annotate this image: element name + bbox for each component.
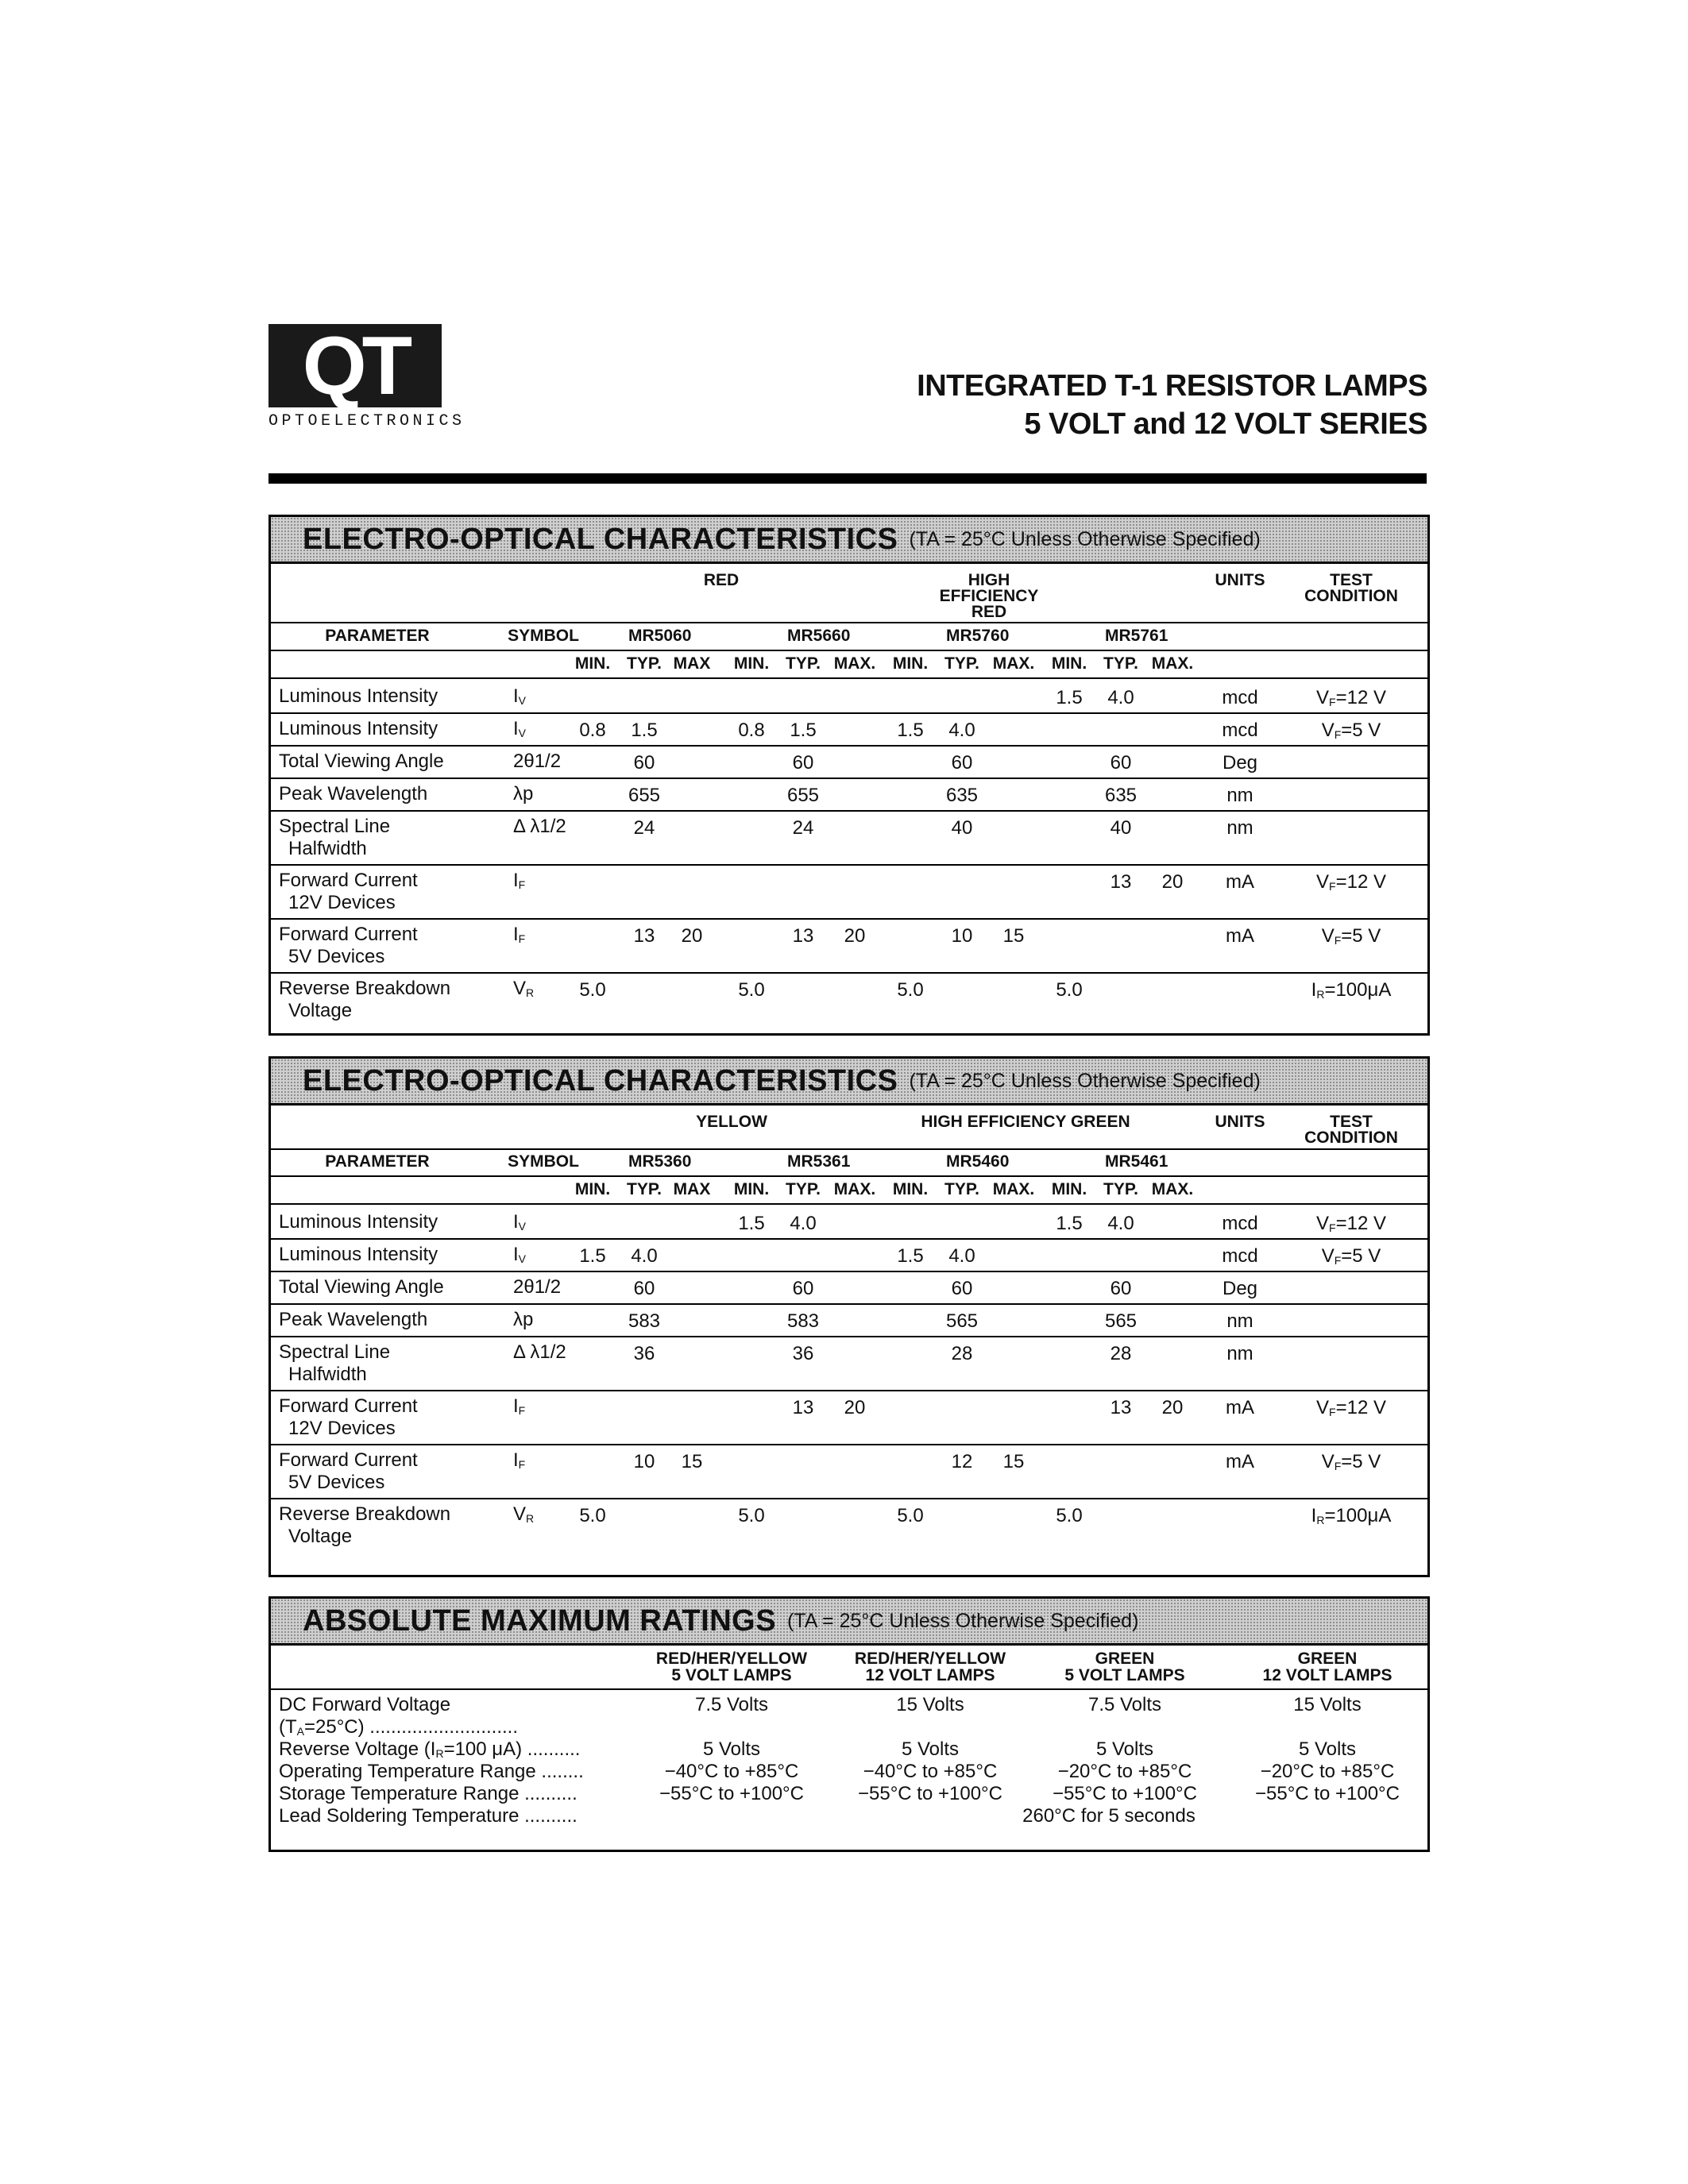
unit-cell: mA: [1226, 925, 1254, 947]
symbol: Δ λ1/2: [513, 816, 566, 837]
part-mr5660: MR5660: [787, 627, 851, 645]
col-max: MAX: [673, 654, 711, 673]
value-cell: 583: [786, 1310, 820, 1332]
unit-cell: mcd: [1222, 720, 1258, 741]
part-mr5761: MR5761: [1105, 627, 1168, 645]
symbol: $I_V$: [513, 1244, 527, 1265]
unit-cell: mA: [1226, 871, 1254, 893]
value-cell: 1.5: [579, 1245, 606, 1267]
table-row: [271, 712, 1427, 745]
value-cell: 13: [633, 925, 655, 947]
unit-cell: mcd: [1222, 1245, 1258, 1267]
section-condition: (TA = 25°C Unless Otherwise Specified): [909, 1069, 1261, 1092]
col-max: MAX: [673, 1180, 711, 1198]
col-condition: CONDITION: [1304, 587, 1398, 605]
col-typ: TYP.: [944, 1180, 979, 1198]
absolute-maximum-ratings: [268, 1596, 1430, 1852]
param-label: Luminous Intensity: [279, 1211, 438, 1233]
group-red: RED: [703, 571, 740, 589]
value-cell: 5.0: [897, 979, 924, 1001]
value-cell: 60: [951, 1278, 973, 1299]
col-symbol: SYMBOL: [508, 1152, 579, 1171]
param-label: Voltage: [288, 1526, 353, 1547]
abs-col-header-4: GREEN: [1297, 1650, 1358, 1668]
unit-cell: mA: [1226, 1397, 1254, 1418]
value-cell: 635: [945, 785, 979, 806]
document-title: [917, 367, 1427, 443]
condition-cell: $V_F=5$ V: [1321, 925, 1381, 947]
value-cell: 4.0: [948, 720, 975, 741]
symbol: λp: [513, 783, 534, 805]
abs-value-rv: 5 Volts: [901, 1738, 960, 1760]
label-dc-forward-voltage-cond: $(T_A=25^\circ C)$ ............................: [279, 1716, 519, 1738]
value-cell: 40: [951, 817, 973, 839]
table-row: [271, 1238, 1427, 1271]
value-cell: 4.0: [790, 1213, 817, 1234]
col-typ: TYP.: [1103, 1180, 1138, 1198]
col-max: MAX.: [833, 1180, 876, 1198]
col-max: MAX.: [1151, 1180, 1194, 1198]
group-green: HIGH EFFICIENCY GREEN: [921, 1113, 1130, 1131]
col-units: UNITS: [1215, 571, 1265, 589]
title-line-2: 5 VOLT and 12 VOLT SERIES: [1024, 407, 1427, 441]
group-yellow: YELLOW: [696, 1113, 767, 1131]
condition-cell: $I_R=100\mu A$: [1311, 1505, 1392, 1526]
param-label: 5V Devices: [288, 946, 385, 967]
symbol: $I_F$: [513, 870, 526, 891]
abs-value-dcfv: 7.5 Volts: [694, 1694, 769, 1715]
symbol: $V_R$: [513, 978, 535, 999]
condition-cell: $V_F=12$ V: [1316, 1397, 1386, 1418]
section-condition: (TA = 25°C Unless Otherwise Specified): [787, 1609, 1139, 1632]
value-cell: 13: [792, 1397, 814, 1418]
condition-cell: $V_F=12$ V: [1316, 1213, 1386, 1234]
group-her-3: RED: [971, 603, 1007, 621]
col-typ: TYP.: [786, 1180, 821, 1198]
group-her-1: HIGH: [968, 571, 1010, 589]
value-cell: 0.8: [579, 720, 606, 741]
value-cell: 583: [628, 1310, 661, 1332]
table-row: [271, 1498, 1427, 1552]
col-test: TEST: [1330, 1113, 1373, 1131]
symbol: $I_F$: [513, 1449, 526, 1471]
abs-value-st: −55°C to +100°C: [659, 1783, 804, 1804]
value-cell: 15: [1002, 925, 1025, 947]
param-label: Peak Wavelength: [279, 1309, 428, 1330]
param-label: Halfwidth: [288, 838, 367, 859]
col-min: MIN.: [892, 654, 929, 673]
condition-cell: $V_F=12$ V: [1316, 871, 1386, 893]
value-cell: 20: [844, 925, 866, 947]
value-cell: 10: [633, 1451, 655, 1472]
value-cell: 12: [951, 1451, 973, 1472]
unit-cell: mcd: [1222, 687, 1258, 708]
value-cell: 5.0: [738, 1505, 765, 1526]
header-rule: [268, 473, 1427, 484]
param-label: 5V Devices: [288, 1472, 385, 1493]
label-operating-temp: Operating Temperature Range ........: [279, 1761, 584, 1782]
symbol: $I_V$: [513, 685, 527, 707]
value-cell: 4.0: [631, 1245, 658, 1267]
abs-value-rv: 5 Volts: [702, 1738, 761, 1760]
value-cell: 40: [1110, 817, 1132, 839]
abs-col-header-2: RED/HER/YELLOW: [854, 1650, 1006, 1668]
unit-cell: nm: [1226, 785, 1253, 806]
abs-col-subheader-2: 12 VOLT LAMPS: [865, 1666, 995, 1684]
param-label: Forward Current: [279, 1395, 418, 1417]
value-cell: 20: [1161, 1397, 1184, 1418]
value-cell: 655: [628, 785, 661, 806]
col-parameter: PARAMETER: [325, 627, 430, 645]
param-label: Luminous Intensity: [279, 718, 438, 739]
abs-value-dcfv: 7.5 Volts: [1087, 1694, 1162, 1715]
param-label: Voltage: [288, 1000, 353, 1021]
table-row: [271, 918, 1427, 972]
param-label: Total Viewing Angle: [279, 1276, 444, 1298]
condition-cell: $I_R=100\mu A$: [1311, 979, 1392, 1001]
symbol: λp: [513, 1309, 534, 1330]
value-cell: 60: [633, 1278, 655, 1299]
table-row: [271, 864, 1427, 918]
symbol: 2θ1/2: [513, 1276, 562, 1298]
label-lead-soldering: Lead Soldering Temperature ..........: [279, 1805, 577, 1827]
unit-cell: mcd: [1222, 1213, 1258, 1234]
unit-cell: mA: [1226, 1451, 1254, 1472]
value-cell: 635: [1104, 785, 1138, 806]
condition-cell: $V_F=5$ V: [1321, 1245, 1381, 1267]
symbol: $I_F$: [513, 924, 526, 945]
table-row: [271, 972, 1427, 1026]
value-cell: 36: [792, 1343, 814, 1364]
section-band: [271, 1059, 1427, 1106]
lead-soldering-value: 260°C for 5 seconds: [1022, 1805, 1196, 1827]
value-cell: 5.0: [1056, 1505, 1083, 1526]
title-line-1: INTEGRATED T-1 RESISTOR LAMPS: [917, 369, 1427, 403]
value-cell: 655: [786, 785, 820, 806]
value-cell: 1.5: [897, 720, 924, 741]
value-cell: 0.8: [738, 720, 765, 741]
value-cell: 4.0: [948, 1245, 975, 1267]
electro-optical-table-red: [268, 515, 1430, 1036]
table-row: [271, 778, 1427, 810]
label-dc-forward-voltage: DC Forward Voltage: [279, 1694, 451, 1715]
symbol: Δ λ1/2: [513, 1341, 566, 1363]
value-cell: 60: [1110, 1278, 1132, 1299]
value-cell: 565: [945, 1310, 979, 1332]
value-cell: 60: [792, 752, 814, 774]
value-cell: 1.5: [631, 720, 658, 741]
abs-value-st: −55°C to +100°C: [1053, 1783, 1197, 1804]
col-typ: TYP.: [627, 1180, 662, 1198]
value-cell: 15: [1002, 1451, 1025, 1472]
abs-value-op: −40°C to +85°C: [664, 1761, 799, 1782]
param-label: Total Viewing Angle: [279, 751, 444, 772]
param-label: Spectral Line: [279, 816, 391, 837]
col-test: TEST: [1330, 571, 1373, 589]
unit-cell: nm: [1226, 1343, 1253, 1364]
abs-value-rv: 5 Volts: [1095, 1738, 1154, 1760]
table-row: [271, 1303, 1427, 1336]
col-max: MAX.: [992, 1180, 1035, 1198]
col-parameter: PARAMETER: [325, 1152, 430, 1171]
value-cell: 1.5: [1056, 687, 1083, 708]
label-storage-temp: Storage Temperature Range ..........: [279, 1783, 577, 1804]
col-symbol: SYMBOL: [508, 627, 579, 645]
value-cell: 1.5: [738, 1213, 765, 1234]
value-cell: 5.0: [1056, 979, 1083, 1001]
abs-value-op: −20°C to +85°C: [1260, 1761, 1395, 1782]
section-condition: (TA = 25°C Unless Otherwise Specified): [909, 527, 1261, 550]
abs-value-st: −55°C to +100°C: [1255, 1783, 1400, 1804]
electro-optical-table-yellow-green: [268, 1056, 1430, 1577]
value-cell: 60: [792, 1278, 814, 1299]
value-cell: 36: [633, 1343, 655, 1364]
unit-cell: Deg: [1222, 752, 1258, 774]
col-typ: TYP.: [786, 654, 821, 673]
symbol: $I_V$: [513, 718, 527, 739]
abs-col-subheader-1: 5 VOLT LAMPS: [671, 1666, 792, 1684]
table-row: [271, 810, 1427, 864]
unit-cell: nm: [1226, 1310, 1253, 1332]
value-cell: 10: [951, 925, 973, 947]
col-max: MAX.: [833, 654, 876, 673]
group-her-2: EFFICIENCY: [939, 587, 1039, 605]
section-band: [271, 517, 1427, 564]
value-cell: 1.5: [897, 1245, 924, 1267]
value-cell: 15: [681, 1451, 703, 1472]
abs-value-dcfv: 15 Volts: [1293, 1694, 1362, 1715]
col-min: MIN.: [733, 1180, 770, 1198]
col-min: MIN.: [574, 1180, 611, 1198]
qt-logo: [268, 319, 465, 430]
param-label: 12V Devices: [288, 892, 396, 913]
logo-subtitle: OPTOELECTRONICS: [268, 412, 465, 430]
value-cell: 13: [1110, 871, 1132, 893]
value-cell: 28: [951, 1343, 973, 1364]
part-mr5360: MR5360: [628, 1152, 692, 1171]
value-cell: 13: [1110, 1397, 1132, 1418]
table-row: [271, 1336, 1427, 1390]
value-cell: 5.0: [579, 979, 606, 1001]
unit-cell: Deg: [1222, 1278, 1258, 1299]
symbol: $V_R$: [513, 1503, 535, 1525]
value-cell: 24: [792, 817, 814, 839]
col-typ: TYP.: [1103, 654, 1138, 673]
condition-cell: $V_F=12$ V: [1316, 687, 1386, 708]
table-row: [271, 1271, 1427, 1303]
unit-cell: nm: [1226, 817, 1253, 839]
value-cell: 5.0: [579, 1505, 606, 1526]
value-cell: 5.0: [738, 979, 765, 1001]
col-typ: TYP.: [944, 654, 979, 673]
abs-value-st: −55°C to +100°C: [858, 1783, 1002, 1804]
value-cell: 565: [1104, 1310, 1138, 1332]
table-row: [271, 1444, 1427, 1498]
abs-value-rv: 5 Volts: [1298, 1738, 1357, 1760]
label-reverse-voltage: Reverse Voltage ($I_R=100$ μA) ..........: [279, 1738, 581, 1760]
condition-cell: $V_F=5$ V: [1321, 720, 1381, 741]
section-title: ELECTRO-OPTICAL CHARACTERISTICS: [303, 1063, 898, 1098]
abs-value-dcfv: 15 Volts: [896, 1694, 964, 1715]
value-cell: 28: [1110, 1343, 1132, 1364]
col-min: MIN.: [1051, 654, 1087, 673]
part-mr5461: MR5461: [1105, 1152, 1168, 1171]
value-cell: 4.0: [1107, 1213, 1134, 1234]
table-row: [271, 745, 1427, 778]
col-min: MIN.: [733, 654, 770, 673]
symbol: $I_V$: [513, 1211, 527, 1233]
condition-cell: $V_F=5$ V: [1321, 1451, 1381, 1472]
col-max: MAX.: [992, 654, 1035, 673]
section-title: ELECTRO-OPTICAL CHARACTERISTICS: [303, 522, 898, 556]
param-label: 12V Devices: [288, 1418, 396, 1439]
abs-value-op: −20°C to +85°C: [1057, 1761, 1192, 1782]
abs-value-op: −40°C to +85°C: [863, 1761, 998, 1782]
value-cell: 20: [1161, 871, 1184, 893]
abs-col-header-1: RED/HER/YELLOW: [655, 1650, 808, 1668]
value-cell: 20: [844, 1397, 866, 1418]
symbol: 2θ1/2: [513, 751, 562, 772]
value-cell: 24: [633, 817, 655, 839]
col-units: UNITS: [1215, 1113, 1265, 1131]
col-typ: TYP.: [627, 654, 662, 673]
value-cell: 1.5: [1056, 1213, 1083, 1234]
logo-mark: QT: [268, 324, 442, 407]
col-min: MIN.: [1051, 1180, 1087, 1198]
part-mr5060: MR5060: [628, 627, 692, 645]
abs-col-subheader-3: 5 VOLT LAMPS: [1064, 1666, 1185, 1684]
abs-col-subheader-4: 12 VOLT LAMPS: [1262, 1666, 1393, 1684]
param-label: Forward Current: [279, 870, 418, 891]
table-row: [271, 1206, 1427, 1238]
col-max: MAX.: [1151, 654, 1194, 673]
value-cell: 13: [792, 925, 814, 947]
col-min: MIN.: [574, 654, 611, 673]
value-cell: 5.0: [897, 1505, 924, 1526]
value-cell: 1.5: [790, 720, 817, 741]
section-title: ABSOLUTE MAXIMUM RATINGS: [303, 1603, 777, 1638]
col-condition: CONDITION: [1304, 1129, 1398, 1147]
part-mr5460: MR5460: [946, 1152, 1010, 1171]
param-label: Luminous Intensity: [279, 1244, 438, 1265]
part-mr5361: MR5361: [787, 1152, 851, 1171]
table-row: [271, 1390, 1427, 1444]
value-cell: 60: [633, 752, 655, 774]
param-label: Reverse Breakdown: [279, 978, 451, 999]
table-row: [271, 680, 1427, 712]
param-label: Forward Current: [279, 1449, 418, 1471]
param-label: Spectral Line: [279, 1341, 391, 1363]
value-cell: 4.0: [1107, 687, 1134, 708]
param-label: Halfwidth: [288, 1364, 367, 1385]
value-cell: 60: [951, 752, 973, 774]
section-band: [271, 1599, 1427, 1646]
value-cell: 60: [1110, 752, 1132, 774]
param-label: Reverse Breakdown: [279, 1503, 451, 1525]
symbol: $I_F$: [513, 1395, 526, 1417]
col-min: MIN.: [892, 1180, 929, 1198]
part-mr5760: MR5760: [946, 627, 1010, 645]
abs-col-header-3: GREEN: [1095, 1650, 1155, 1668]
param-label: Peak Wavelength: [279, 783, 428, 805]
param-label: Luminous Intensity: [279, 685, 438, 707]
value-cell: 20: [681, 925, 703, 947]
param-label: Forward Current: [279, 924, 418, 945]
